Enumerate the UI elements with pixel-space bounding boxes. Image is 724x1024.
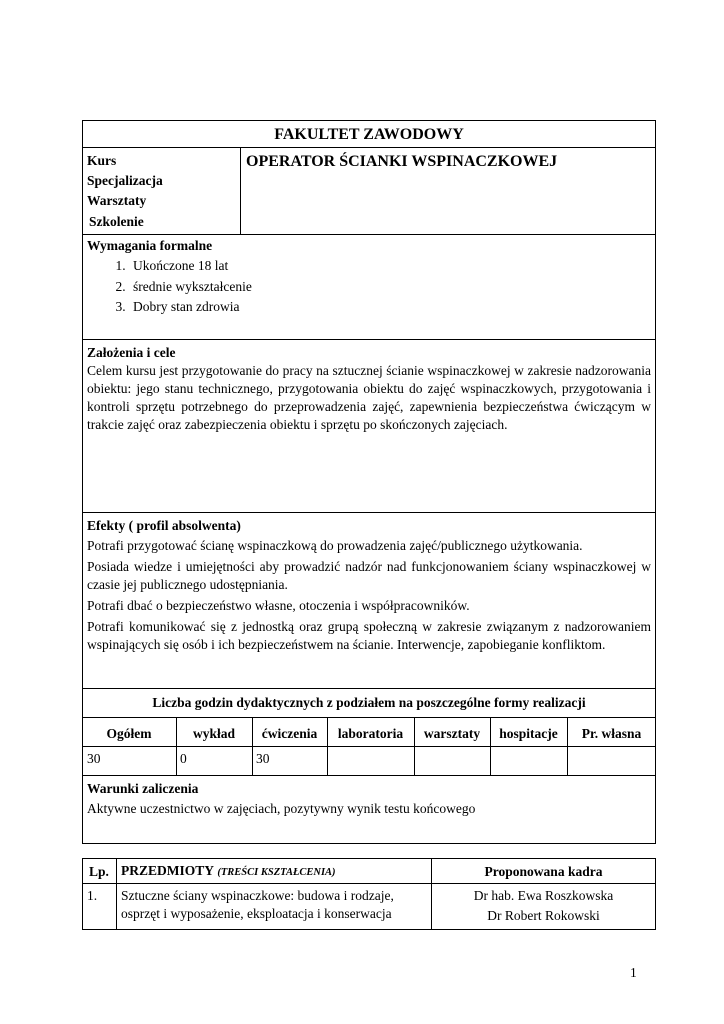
row-staff-2: Dr Robert Rokowski [487, 908, 600, 923]
divider [82, 147, 656, 148]
col-cwiczenia: ćwiczenia [261, 726, 318, 741]
value-wyklad: 0 [180, 751, 187, 766]
col-ogolem: Ogółem [106, 726, 152, 741]
col-pr-wlasna: Pr. własna [581, 726, 642, 741]
value-cwiczenia: 30 [256, 751, 270, 766]
list-item: 3. Dobry stan zdrowia [129, 297, 689, 318]
effect-paragraph: Potrafi komunikować się z jednostką oraz grupą społeczną w zakresie związanym z nadzorowaniem wspinających się osób i ich bezpieczeństwem na ścianie. Interwencje, zapobieganie konfliktom. [87, 619, 651, 652]
divider [82, 883, 656, 884]
divider [82, 234, 656, 235]
page-number: 1 [630, 965, 637, 980]
effect-paragraph: Potrafi przygotować ścianę wspinaczkową do prowadzenia zajęć/publicznego użytkowania. [87, 538, 583, 553]
list-item: 1. Ukończone 18 lat [129, 256, 689, 277]
col-subject-note: (TREŚCI KSZTAŁCENIA) [217, 867, 336, 878]
course-name: OPERATOR ŚCIANKI WSPINACZKOWEJ [246, 153, 558, 170]
completion-text: Aktywne uczestnictwo w zajęciach, pozytywny wynik testu końcowego [87, 801, 476, 816]
row-staff-1: Dr hab. Ewa Roszkowska [473, 888, 614, 903]
divider [82, 717, 656, 718]
divider [82, 775, 656, 776]
row-subject-line2: osprzęt i wyposażenie, eksploatacja i konserwacja [121, 906, 392, 921]
col-staff: Proponowana kadra [484, 864, 603, 879]
effect-paragraph: Posiada wiedze i umiejętności aby prowadzić nadzór nad funkcjonowaniem ściany wspinaczkowej w czasie jej publicznego udostępniania. [87, 559, 651, 592]
divider [82, 746, 656, 747]
col-subject [121, 862, 336, 882]
divider [240, 147, 241, 234]
goals-heading: Założenia i cele [87, 345, 176, 360]
goals-text: Celem kursu jest przygotowanie do pracy na sztucznej ścianie wspinaczkowej w zakresie nadzorowania obiektu: jego stanu technicznego, przygotowania obiektu do zajęć wspinaczkowych, przygotowania i kontroli sprzętu potrzebnego do przeprowadzenia zajęć, zapewnienia bezpieczeństwa ćwiczącym w trakcie zajęć oraz zabezpieczenia obiektu i sprzętu po skończonych zajęciach. [87, 363, 651, 432]
divider [82, 688, 656, 689]
faculty-title: FAKULTET ZAWODOWY [274, 126, 464, 143]
col-laboratoria: laboratoria [337, 726, 404, 741]
effects-heading: Efekty ( profil absolwenta) [87, 518, 241, 533]
label-specjalizacja: Specjalizacja [87, 173, 163, 188]
hours-heading: Liczba godzin dydaktycznych z podziałem na poszczególne formy realizacji [152, 695, 586, 710]
label-kurs: Kurs [87, 153, 117, 168]
divider [116, 858, 117, 930]
completion-heading: Warunki zaliczenia [87, 781, 199, 796]
col-lp: Lp. [89, 864, 109, 879]
divider [82, 512, 656, 513]
list-item: 2. średnie wykształcenie [129, 277, 689, 298]
col-hospitacje: hospitacje [499, 726, 558, 741]
label-szkolenie: Szkolenie [89, 214, 144, 229]
effect-paragraph: Potrafi dbać o bezpieczeństwo własne, otoczenia i współpracowników. [87, 598, 470, 613]
col-subject-title: PRZEDMIOTY [121, 863, 215, 878]
label-warsztaty: Warsztaty [87, 193, 147, 208]
effects-text [87, 537, 651, 654]
row-lp: 1. [87, 888, 98, 903]
requirements-heading: Wymagania formalne [87, 238, 213, 253]
row-subject-line1: Sztuczne ściany wspinaczkowe: budowa i rodzaje, [121, 888, 394, 903]
divider [82, 339, 656, 340]
col-warsztaty: warsztaty [423, 726, 481, 741]
value-ogolem: 30 [87, 751, 101, 766]
col-wyklad: wykład [192, 726, 236, 741]
requirements-list [87, 256, 689, 318]
